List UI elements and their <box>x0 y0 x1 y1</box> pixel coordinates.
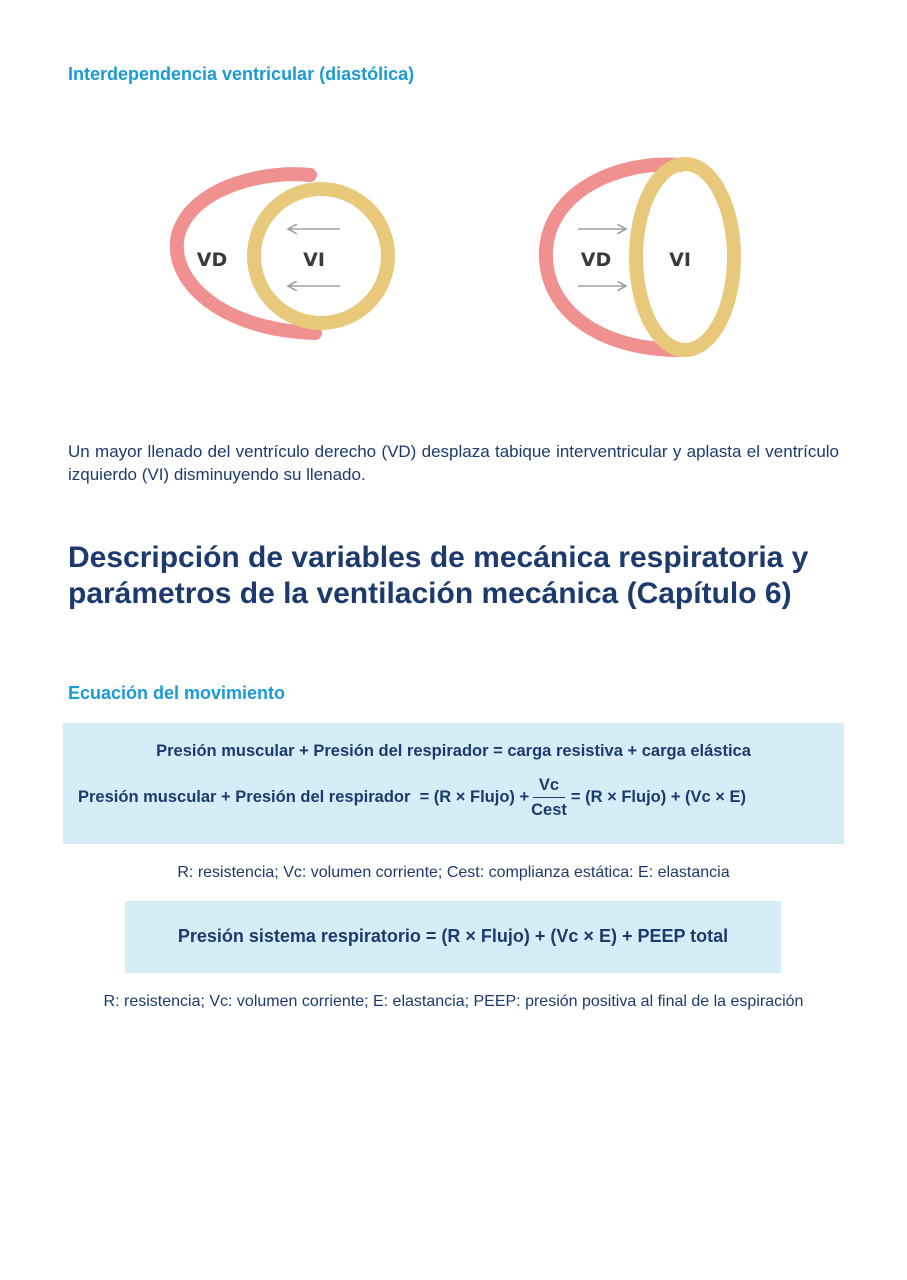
equation-1: Presión muscular + Presión del respirador = carga resistiva + carga elástica <box>156 742 751 760</box>
fraction-denominator: Cest <box>531 801 567 819</box>
equation-box-respiratory-pressure <box>125 901 781 973</box>
ventricular-interdependence-diagram <box>150 140 770 380</box>
fraction-numerator: Vc <box>533 775 565 798</box>
chapter-heading: Descripción de variables de mecánica respiratoria y parámetros de la ventilación mecánica (Capítulo 6) <box>68 541 809 610</box>
right-rv-wall <box>546 164 680 350</box>
equation-2-fraction <box>531 775 567 820</box>
right-rv-label: VD <box>580 249 612 271</box>
equation-2 <box>78 775 746 820</box>
section-title-interdependencia: Interdependencia ventricular (diastólica) <box>68 64 415 84</box>
equation-caption-2: R: resistencia; Vc: volumen corriente; E: elastancia; PEEP: presión positiva al final de la espiración <box>103 993 804 1010</box>
body-paragraph: Un mayor llenado del ventrículo derecho (VD) desplaza tabique interventricular y aplasta el ventrículo izquierdo (VI) disminuyendo su llenado. <box>68 442 839 484</box>
left-rv-label: VD <box>196 249 228 271</box>
left-lv-label: VI <box>303 249 325 271</box>
right-lv-label: VI <box>669 249 691 271</box>
equation-box-motion <box>63 723 844 844</box>
equation-2-lhs: Presión muscular + Presión del respirador = (R × Flujo) + <box>78 788 530 806</box>
equation-caption-1: R: resistencia; Vc: volumen corriente; Cest: complianza estática: E: elastancia <box>177 864 730 881</box>
section-title-ecuacion: Ecuación del movimiento <box>68 683 286 703</box>
equation-2-rhs: = (R × Flujo) + (Vc × E) <box>570 788 747 806</box>
left-heart-normal <box>177 174 388 333</box>
equation-3: Presión sistema respiratorio = (R × Flujo) + (Vc × E) + PEEP total <box>177 926 729 946</box>
right-heart-overload <box>546 164 734 350</box>
